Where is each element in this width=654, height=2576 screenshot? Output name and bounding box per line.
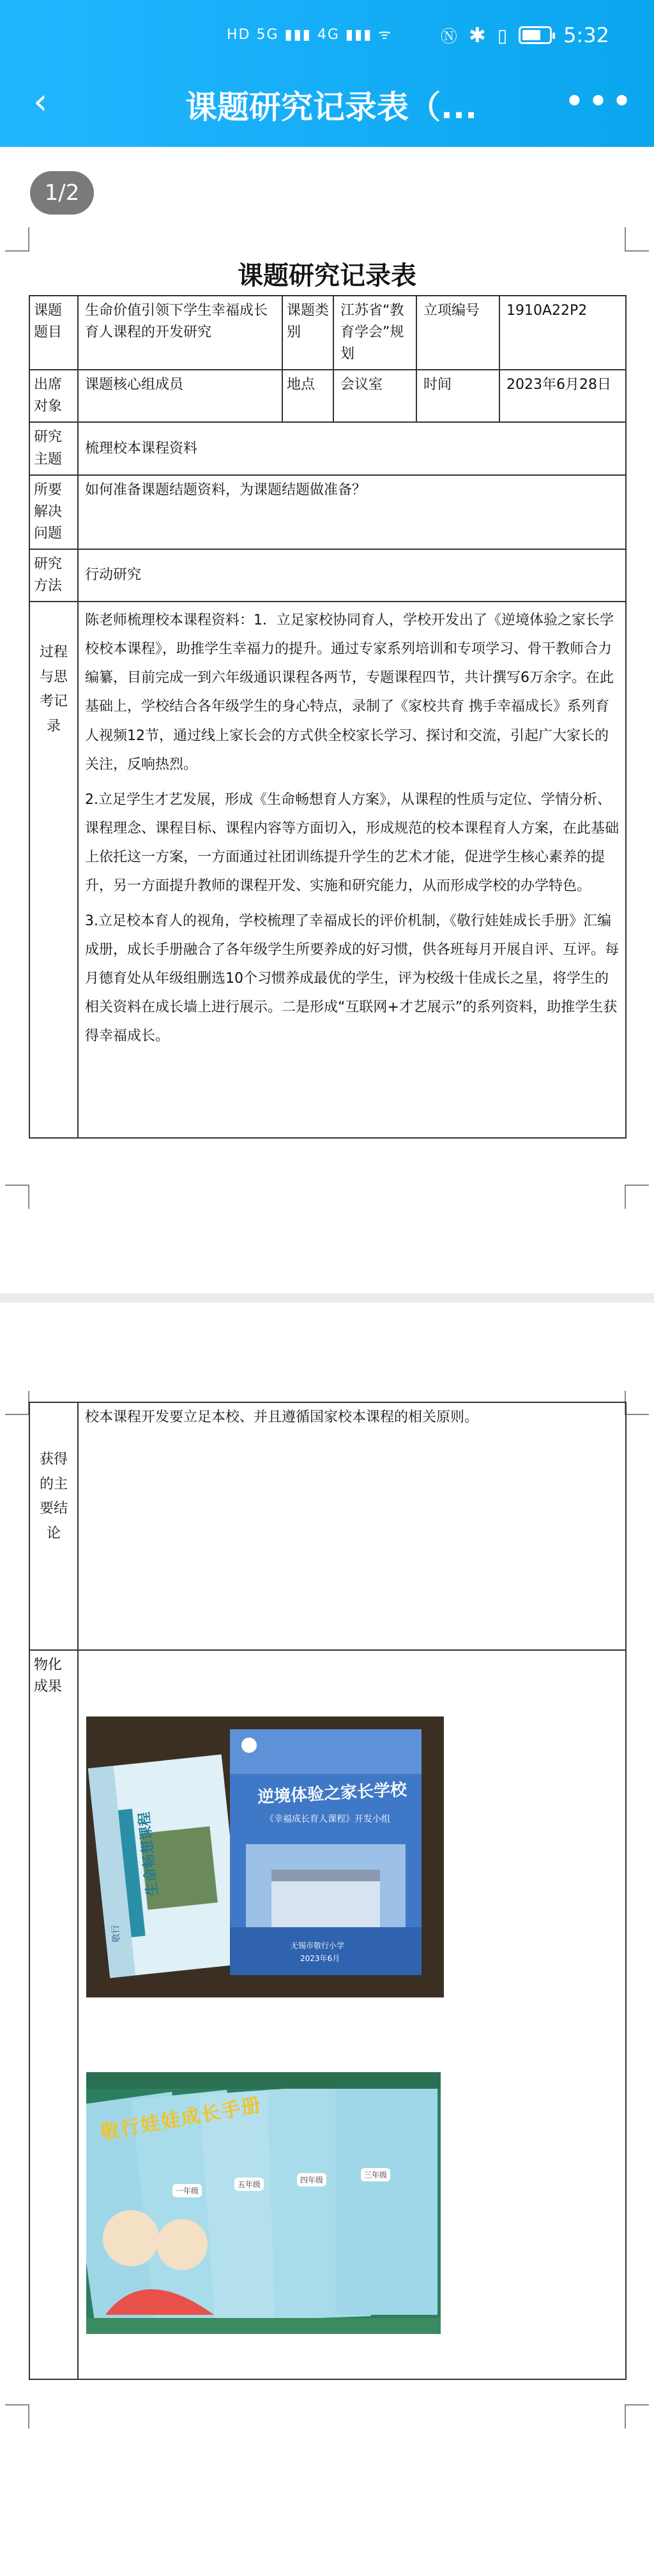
page-title: 课题研究记录表（... bbox=[185, 89, 477, 126]
label-attendees: 出席对象 bbox=[29, 370, 78, 422]
crop-mark bbox=[625, 1185, 649, 1209]
app-header bbox=[0, 0, 654, 147]
record-table bbox=[29, 295, 627, 1139]
label-method: 研究方法 bbox=[29, 549, 78, 602]
document-page-1[interactable] bbox=[0, 147, 654, 1293]
process-paragraph: 3.立足校本育人的视角，学校梳理了幸福成长的评价机制，《敬行娃娃成长手册》汇编成册，成长手册融合了各年级学生所要养成的好习惯，供各班每月开展自评、互评。每月德育处从年级组删选10个习惯养成最优的学生，评为校级十佳成长之星，将学生的相关资料在成长墙上进行展示。二是形成“互联网+才艺展示”的系列资料，助推学生获得幸福成长。 bbox=[85, 913, 620, 1045]
manual-grade-4: 四年级 bbox=[297, 2173, 326, 2186]
signal-indicators: HD 5G ▮▮▮ 4G ▮▮▮ ᯤ bbox=[227, 27, 393, 43]
topic-value: 生命价值引领下学生幸福成长育人课程的开发研究 bbox=[78, 296, 282, 370]
process-content bbox=[78, 602, 626, 1138]
book-spine-text: 生命畅想课程 bbox=[136, 1811, 162, 1897]
label-code: 立项编号 bbox=[416, 296, 499, 370]
label-process bbox=[29, 602, 78, 1138]
book1-subtitle: 《幸福成长育人课程》开发小组 bbox=[265, 1814, 390, 1824]
manual-grade-3: 三年级 bbox=[361, 2168, 390, 2181]
label-question: 所要解决问题 bbox=[29, 475, 78, 549]
more-options-button[interactable]: ••• bbox=[563, 81, 635, 123]
manual-grade-5: 五年级 bbox=[234, 2178, 264, 2191]
process-label-text: 过程与思考记录 bbox=[39, 644, 68, 734]
document-title: 课题研究记录表 bbox=[238, 261, 416, 291]
crop-mark bbox=[5, 227, 29, 252]
label-results: 物化成果 bbox=[29, 1650, 78, 2379]
page-indicator: 1/2 bbox=[30, 171, 94, 215]
code-value: 1910A22P2 bbox=[499, 296, 626, 370]
book1-date: 2023年6月 bbox=[300, 1954, 340, 1963]
battery-icon bbox=[519, 26, 552, 44]
crop-mark bbox=[5, 1391, 29, 1415]
crop-mark bbox=[5, 2404, 29, 2428]
conclusion-label-text: 获得的主要结论 bbox=[39, 1451, 68, 1542]
label-topic: 课题题目 bbox=[29, 296, 78, 370]
book1-school: 无锡市敬行小学 bbox=[291, 1941, 345, 1950]
process-paragraph: 2.立足学生才艺发展，形成《生命畅想育人方案》，从课程的性质与定位、学情分析、课程理念、课程目标、课程内容等方面切入，形成规范的校本课程育人方案，在此基础上依托这一方案，一方面通过社团训练提升学生的艺术才能，促进学生核心素养的提升，另一方面提升教师的课程开发、实施和研究能力，从而形成学校的办学特色。 bbox=[85, 791, 620, 894]
attendees-value: 课题核心组成员 bbox=[78, 370, 282, 422]
method-value: 行动研究 bbox=[78, 549, 626, 602]
time-value: 2023年6月28日 bbox=[499, 370, 626, 422]
theme-value: 梳理校本课程资料 bbox=[78, 422, 626, 474]
clock: 5:32 bbox=[563, 23, 609, 47]
crop-mark bbox=[625, 227, 649, 252]
status-bar bbox=[0, 0, 654, 73]
process-paragraph: 陈老师梳理校本课程资料：1．立足家校协同育人，学校开发出了《逆境体验之家长学校校本课程》，助推学生幸福力的提升。通过专家系列培训和专项学习、骨干教师合力编纂，目前完成一到六年级通识课程各两节，专题课程四节，共计撰写6万余字。在此基础上，学校结合各年级学生的身心特点，录制了《家校共育 携手幸福成长》系列育人视频12节，通过线上家长会的方式供全校家长学习、探讨和交流，引起广大家长的关注，反响热烈。 bbox=[85, 612, 614, 773]
crop-mark bbox=[5, 1185, 29, 1209]
label-place: 地点 bbox=[282, 370, 333, 422]
crop-mark bbox=[625, 2404, 649, 2428]
label-theme: 研究主题 bbox=[29, 422, 78, 474]
bluetooth-icon: ✱ bbox=[468, 23, 486, 47]
label-category: 课题类别 bbox=[282, 296, 333, 370]
manual-cover-text: 敬行娃娃成长手册 bbox=[98, 2093, 264, 2144]
manual-grade-1: 一年级 bbox=[172, 2184, 202, 2197]
book1-title: 逆境体验之家长学校 bbox=[257, 1780, 407, 1808]
nfc-icon: Ⓝ bbox=[440, 27, 457, 47]
result-photo-books[interactable] bbox=[86, 1716, 444, 1997]
category-value: 江苏省“教育学会”规划 bbox=[333, 296, 416, 370]
crop-mark bbox=[625, 1391, 649, 1415]
back-button[interactable]: ‹ bbox=[33, 81, 48, 123]
label-time: 时间 bbox=[416, 370, 499, 422]
conclusion-value: 校本课程开发要立足本校、并且遵循国家校本课程的相关原则。 bbox=[78, 1402, 626, 1650]
place-value: 会议室 bbox=[333, 370, 416, 422]
label-conclusion bbox=[29, 1402, 78, 1650]
vibrate-icon: ▯ bbox=[497, 24, 508, 46]
question-value: 如何准备课题结题资料，为课题结题做准备？ bbox=[78, 475, 626, 549]
book-spine-logo: 敬行 bbox=[110, 1924, 123, 1943]
result-photo-manuals[interactable] bbox=[86, 2072, 441, 2334]
